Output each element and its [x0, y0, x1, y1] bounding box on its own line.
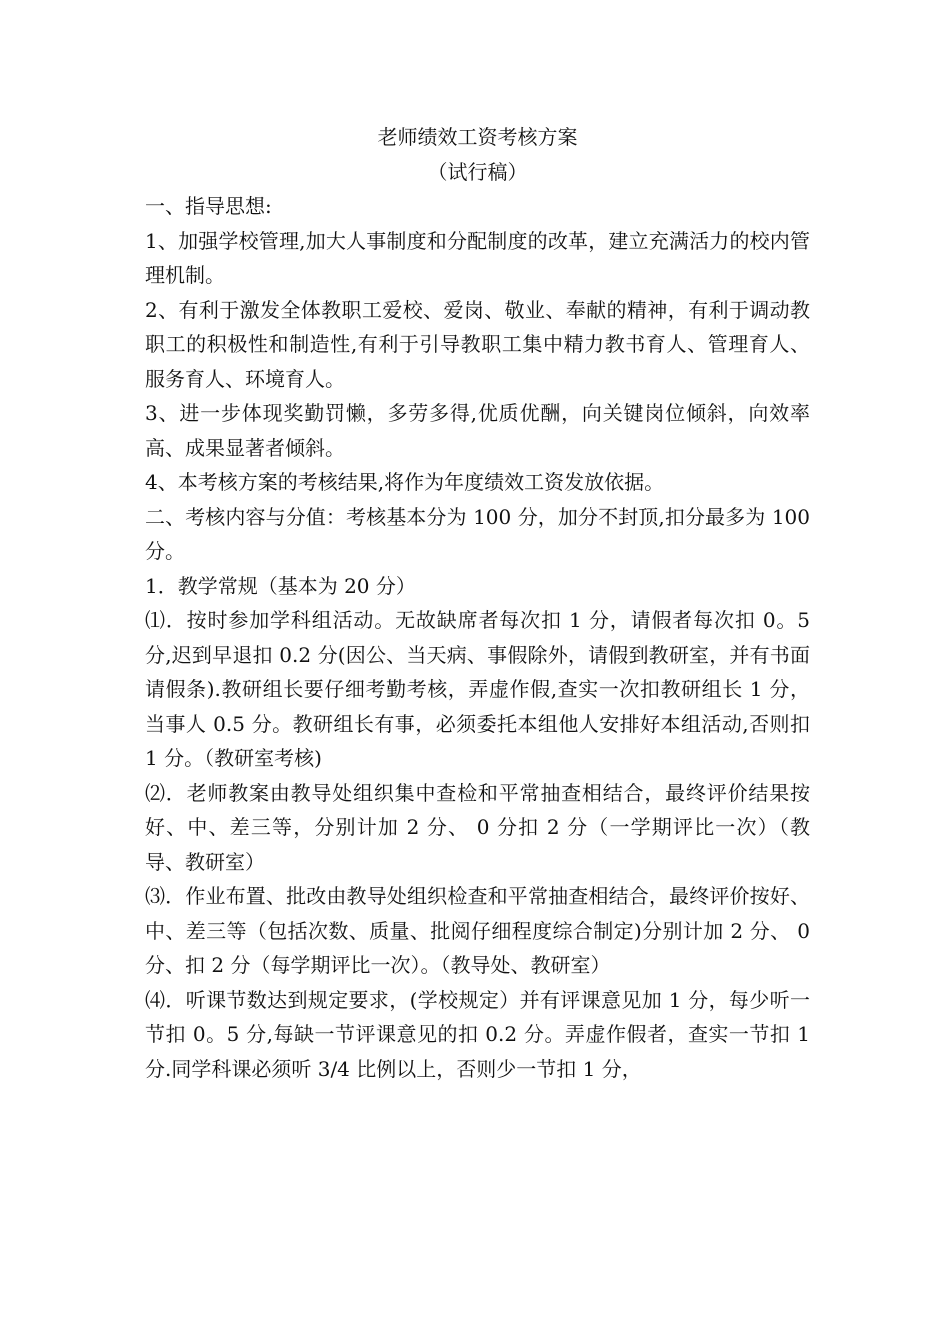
subsection-heading-teaching-routine: 1．教学常规（基本为 20 分） — [145, 573, 416, 598]
section-heading-assessment-content: 二、考核内容与分值：考核基本分为 100 分，加分不封顶,扣分最多为 100 分。 — [145, 504, 810, 563]
document-title: 老师绩效工资考核方案 — [377, 125, 578, 149]
paragraph-item-1: 1、加强学校管理,加大人事制度和分配制度的改革，建立充满活力的校内管理机制。 — [145, 228, 810, 287]
clause-1-group-activities: ⑴．按时参加学科组活动。无故缺席者每次扣 1 分，请假者每次扣 0。5 分,迟到早退扣 0.2 分(因公、当天病、事假除外，请假到教研室，并有书面请假条).教研组长要仔细考勤考核，弄虚作假,查实一次扣教研组长 1 分，当事人 0.5 分。教研组长有事，必须委托本组他人安排好本组活动,否则扣 1 分。（教研室考核) — [145, 608, 810, 770]
clause-2-lesson-plans: ⑵．老师教案由教导处组织集中查检和平常抽查相结合，最终评价结果按好、中、差三等，分别计加 2 分、 0 分扣 2 分（一学期评比一次）（教导、教研室） — [145, 780, 810, 874]
document-body — [145, 120, 810, 1086]
paragraph-item-2: 2、有利于激发全体教职工爱校、爱岗、敬业、奉献的精神，有利于调动教职工的积极性和制造性,有利于引导教职工集中精力教书育人、管理育人、服务育人、环境育人。 — [145, 297, 810, 391]
paragraph-item-3: 3、进一步体现奖勤罚懒，多劳多得,优质优酬，向关键岗位倾斜，向效率高、成果显著者倾斜。 — [145, 401, 810, 460]
clause-3-homework: ⑶．作业布置、批改由教导处组织检查和平常抽查相结合，最终评价按好、中、差三等（包括次数、质量、批阅仔细程度综合制定)分别计加 2 分、 0 分、扣 2 分（每学期评比一次）。（教导处、教研室） — [145, 884, 810, 977]
clause-4-lesson-observation: ⑷．听课节数达到规定要求，(学校规定）并有评课意见加 1 分，每少听一节扣 0。5 分,每缺一节评课意见的扣 0.2 分。弄虚作假者，查实一节扣 1 分.同学科课必须听 3/4 比例以上，否则少一节扣 1 分， — [145, 987, 810, 1081]
document-subtitle: （试行稿） — [427, 159, 528, 184]
paragraph-item-4: 4、本考核方案的考核结果,将作为年度绩效工资发放依据。 — [145, 470, 665, 494]
section-heading-guiding-ideology: 一、指导思想: — [145, 194, 272, 218]
